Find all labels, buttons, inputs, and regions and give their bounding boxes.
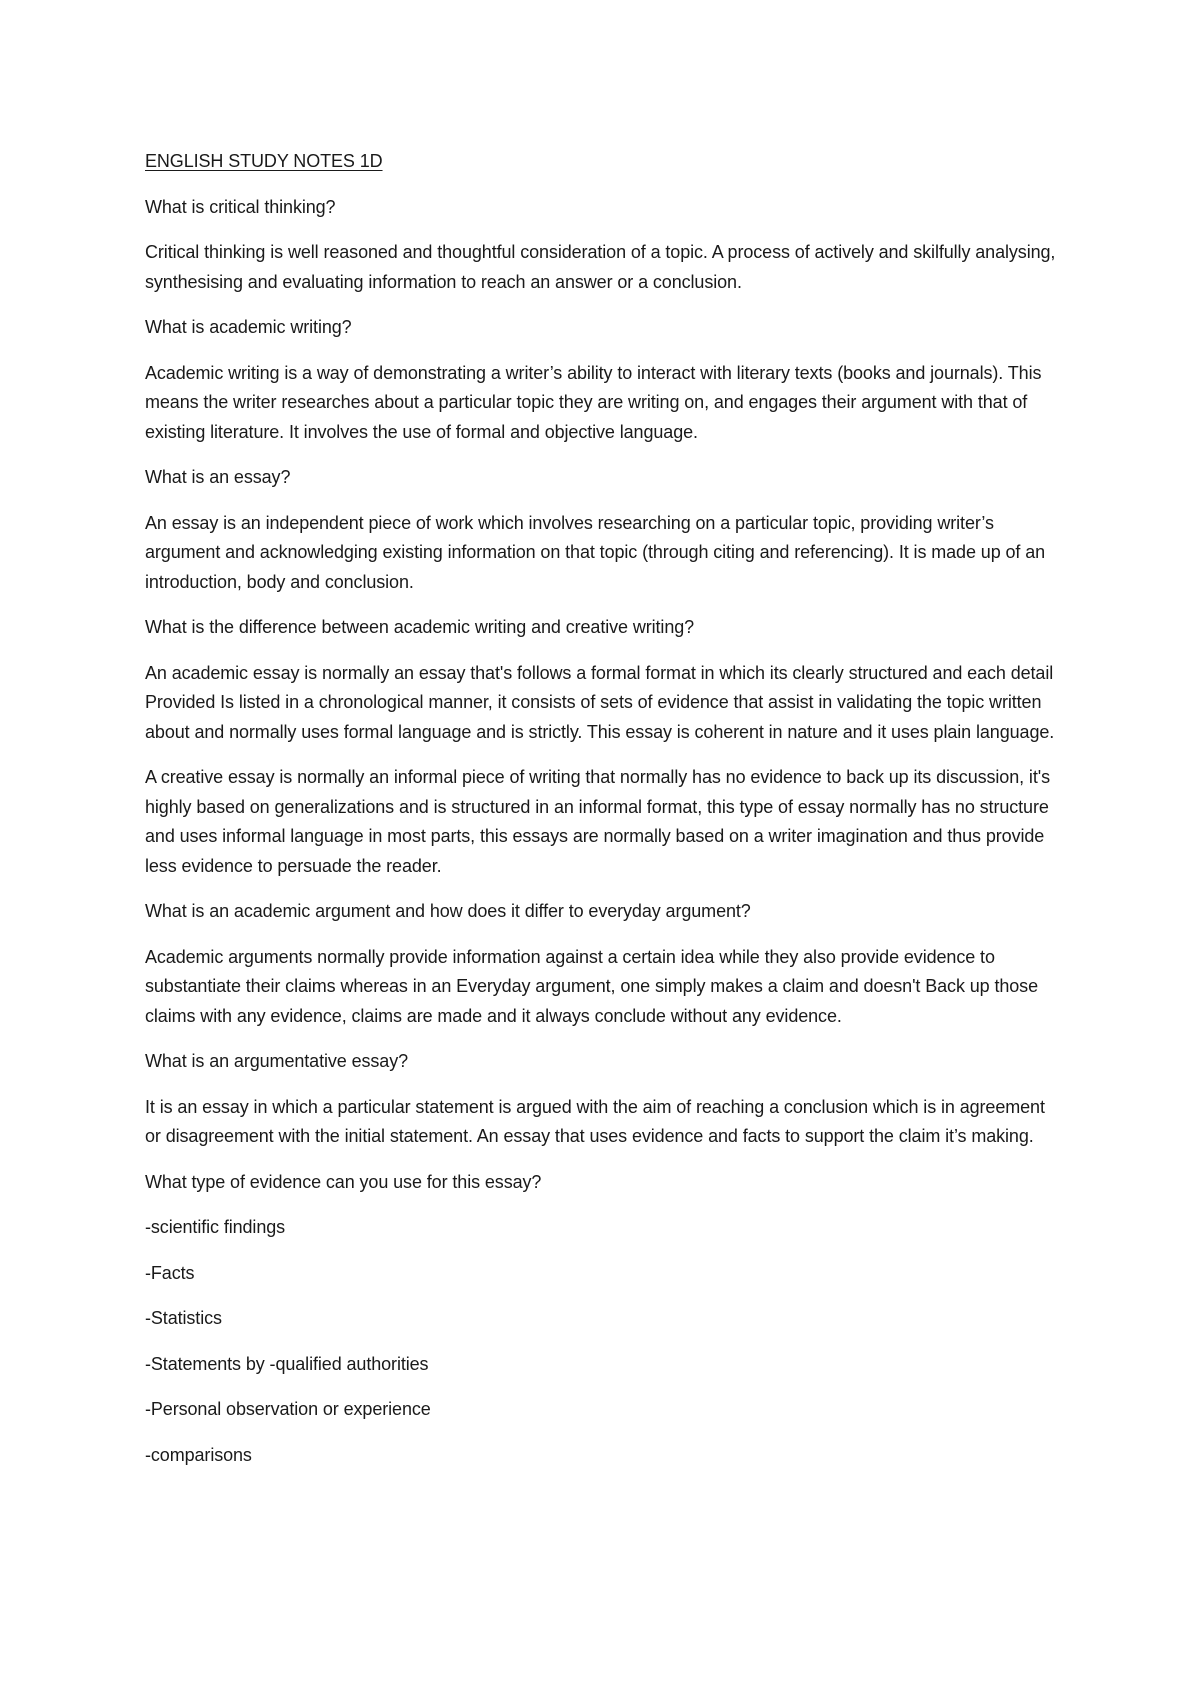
question-academic-argument: What is an academic argument and how does it differ to everyday argument? bbox=[145, 901, 751, 921]
question-argumentative-essay: What is an argumentative essay? bbox=[145, 1051, 409, 1071]
answer-academic-essay: An academic essay is normally an essay that's follows a formal format in which its clearly structured and each detail Provided Is listed in a chronological manner, it consists of sets of evidence that assist in validating the topic written about and normally uses formal language and is strictly. This essay is coherent in nature and it uses plain language. bbox=[145, 662, 1055, 742]
question-academic-vs-creative: What is the difference between academic writing and creative writing? bbox=[145, 617, 695, 637]
answer-critical-thinking: Critical thinking is well reasoned and thoughtful consideration of a topic. A process of actively and skilfully analysing, synthesising and evaluating information to reach an answer or a conclusion. bbox=[145, 242, 1056, 292]
list-item: -Statements by -qualified authorities bbox=[145, 1353, 429, 1374]
document-title: ENGLISH STUDY NOTES 1D bbox=[145, 151, 383, 171]
evidence-list bbox=[145, 1213, 1065, 1470]
answer-argumentative-essay: It is an essay in which a particular statement is argued with the aim of reaching a conclusion which is in agreement or disagreement with the initial statement. An essay that uses evidence and facts to support the claim it’s making. bbox=[145, 1096, 1045, 1146]
answer-essay: An essay is an independent piece of work which involves researching on a particular topic, providing writer’s argument and acknowledging existing information on that topic (through citing and referencing). It is made up of an introduction, body and conclusion. bbox=[145, 512, 1046, 592]
question-academic-writing: What is academic writing? bbox=[145, 317, 352, 337]
list-item: -Facts bbox=[145, 1262, 195, 1283]
answer-academic-writing: Academic writing is a way of demonstrating a writer’s ability to interact with literary texts (books and journals). This means the writer researches about a particular topic they are writing on, and engages their argument with that of existing literature. It involves the use of formal and objective language. bbox=[145, 362, 1042, 442]
list-item: -Statistics bbox=[145, 1308, 222, 1328]
list-item: -scientific findings bbox=[145, 1217, 286, 1237]
answer-academic-argument: Academic arguments normally provide information against a certain idea while they also provide evidence to substantiate their claims whereas in an Everyday argument, one simply makes a claim and doesn't Back up those claims with any evidence, claims are made and it always conclude without any evidence. bbox=[145, 946, 1038, 1026]
list-item: -comparisons bbox=[145, 1444, 252, 1465]
question-evidence-types: What type of evidence can you use for this essay? bbox=[145, 1171, 542, 1192]
document-body bbox=[145, 147, 1065, 1486]
question-essay: What is an essay? bbox=[145, 467, 291, 487]
question-critical-thinking: What is critical thinking? bbox=[145, 196, 336, 217]
list-item: -Personal observation or experience bbox=[145, 1399, 431, 1419]
answer-creative-essay: A creative essay is normally an informal piece of writing that normally has no evidence to back up its discussion, it's highly based on generalizations and is structured in an informal format, this type of essay normally has no structure and uses informal language in most parts, this essays are normally based on a writer imagination and thus provide less evidence to persuade the reader. bbox=[145, 767, 1050, 876]
